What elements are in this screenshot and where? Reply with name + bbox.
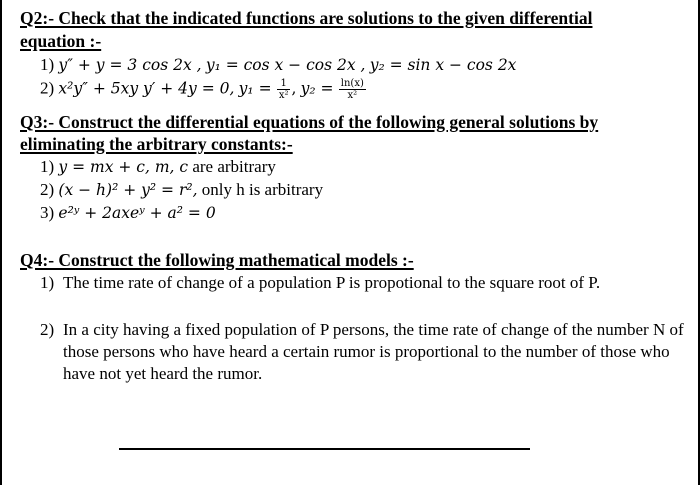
- q2-item-2-y1-numerator: 1: [277, 78, 291, 90]
- q2-item-1-solution-1: y₁ = cos x − cos 2x ,: [205, 56, 366, 74]
- q2-item-2-y1-denominator: x²: [278, 90, 289, 101]
- q2-item-2-y2-denominator: x²: [347, 90, 358, 101]
- q2-item-2-y2-label: y₂ =: [300, 79, 334, 98]
- q4-item-1-text: The time rate of change of a population P is propotional to the square root of P.: [63, 273, 601, 292]
- q4-item-2-text: In a city having a fixed population of P persons, the time rate of change of the number N of those persons who have heard a certain rumor is proportional to the number of those who have not yet heard the rumor.: [63, 320, 684, 383]
- signature-line: [119, 448, 530, 450]
- q3-item-3-index: 3): [40, 203, 55, 222]
- q2-item-2-equation: x²y″ + 5xy y′ + 4y = 0,: [58, 79, 235, 98]
- q2-item-1-solution-2: y₂ = sin x − cos 2x: [369, 56, 517, 74]
- q3-item-3-math: e²ʸ + 2axeʸ + a² = 0: [58, 204, 216, 222]
- q2-item-2-y1-label: y₁ =: [238, 79, 272, 98]
- q2-heading: Q2:- Check that the indicated functions are solutions to the given differential: [20, 8, 593, 28]
- q2-heading-cont: equation :-: [20, 31, 102, 51]
- q3-item-3: [40, 203, 216, 223]
- q2-item-2-y2-numerator: ln(x): [340, 78, 364, 89]
- q3-heading-cont: eliminating the arbitrary constants:-: [20, 134, 293, 154]
- q2-item-2-y2-fraction: [339, 78, 366, 101]
- q3-item-2-math: (x − h)² + y² = r²,: [58, 181, 198, 199]
- q3-item-2: [40, 180, 323, 200]
- q3-heading: Q3:- Construct the differential equations of the following general solutions by: [20, 112, 599, 132]
- q2-item-1-index: 1): [40, 55, 55, 74]
- q4-item-1: [40, 272, 692, 294]
- q3-item-1: [40, 157, 276, 177]
- q3-item-1-index: 1): [40, 157, 55, 176]
- q4-item-2: [40, 319, 692, 385]
- q2-item-1-equation: y″ + y = 3 cos 2x ,: [58, 56, 202, 74]
- q4-item-2-index: 2): [40, 320, 55, 339]
- q4-heading: Q4:- Construct the following mathematical models :-: [20, 250, 414, 270]
- q3-item-2-index: 2): [40, 180, 55, 199]
- q3-item-1-math: y = mx + c, m, c: [58, 158, 189, 176]
- q4-item-1-index: 1): [40, 273, 55, 292]
- q2-item-2-y1-fraction: [277, 78, 291, 101]
- q2-item-2: 2) x²y″ + 5xy y′ + 4y = 0, y₁ = $\frac{1}{\text{x²}}$ , y₂ = $\frac{\ln(x)}{\text{x²}}$: [40, 78, 364, 101]
- q3-item-1-text: are arbitrary: [192, 157, 276, 176]
- q2-item-1: [40, 55, 516, 75]
- q2-item-2-index: 2): [40, 78, 55, 98]
- q3-item-2-text: only h is arbitrary: [201, 180, 324, 199]
